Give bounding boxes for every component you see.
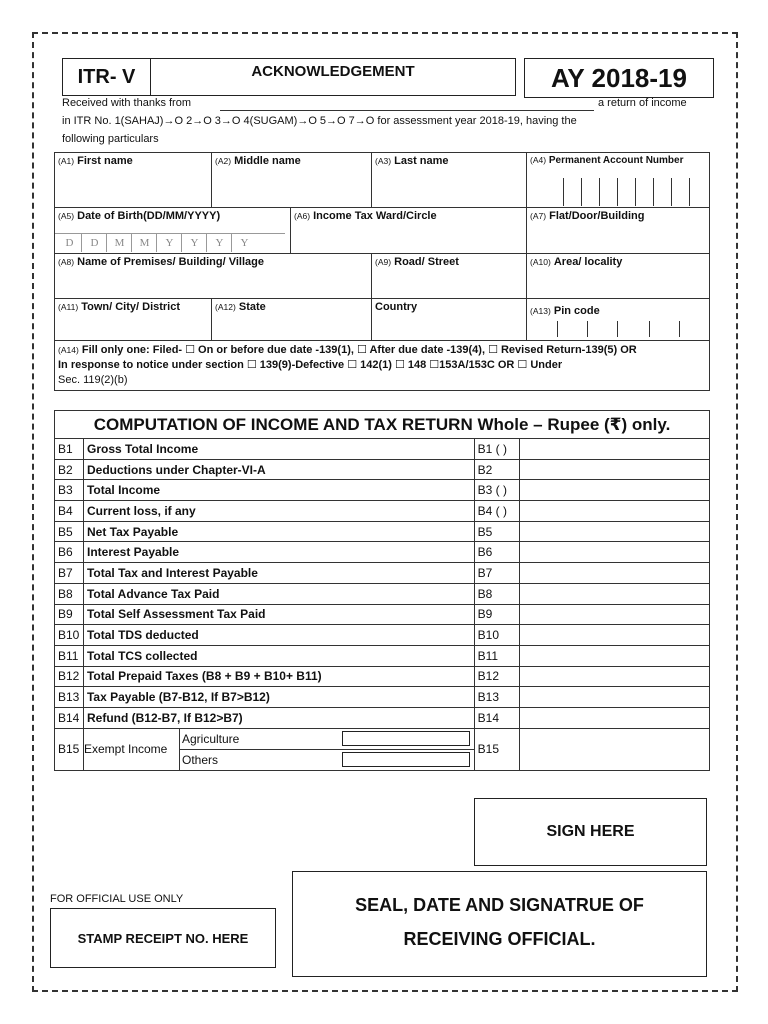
row-label: Total TDS deducted	[83, 625, 474, 646]
b15-label: Exempt Income	[83, 742, 168, 757]
table-row	[55, 645, 710, 666]
computation-title: COMPUTATION OF INCOME AND TAX RETURN Whole – Rupee (₹) only.	[54, 410, 710, 439]
row-code: B7	[55, 563, 84, 584]
road-street-label: Road/ Street	[394, 256, 459, 268]
filing-type-line2[interactable]: In response to notice under section ☐ 139(9)-Defective ☐ 142(1) ☐ 148 ☐153A/153C OR ☐ Under	[58, 359, 563, 371]
intro-itr-options: in ITR No. 1(SAHAJ)→O 2→O 3→O 4(SUGAM)→O 5→O 7→O for assessment year 2018-19, having the	[62, 115, 577, 127]
row-label: Total Self Assessment Tax Paid	[83, 604, 474, 625]
a11-prefix: (A11)	[58, 302, 79, 312]
dob-y3: Y	[208, 234, 232, 252]
a6-prefix: (A6)	[294, 211, 311, 221]
row-label: Interest Payable	[83, 542, 474, 563]
row-label: Total Advance Tax Paid	[83, 583, 474, 604]
row-label: Net Tax Payable	[83, 521, 474, 542]
a1-prefix: (A1)	[58, 156, 75, 166]
row-code: B5	[55, 521, 84, 542]
table-row	[55, 459, 710, 480]
form-name: ITR- V	[77, 65, 136, 88]
last-name-field[interactable]	[371, 152, 527, 208]
row-label: Total Prepaid Taxes (B8 + B9 + B10+ B11)	[83, 666, 474, 687]
title-box	[150, 58, 516, 96]
town-city-field[interactable]	[54, 298, 212, 341]
official-use-label: FOR OFFICIAL USE ONLY	[50, 893, 184, 905]
row-code: B4	[55, 501, 84, 522]
row-value[interactable]	[519, 521, 709, 542]
row-ref: B1 ( )	[474, 439, 519, 460]
row-label: Current loss, if any	[83, 501, 474, 522]
row-ref: B14	[474, 707, 519, 728]
row-label: Total Tax and Interest Payable	[83, 563, 474, 584]
seal-box[interactable]	[292, 871, 707, 977]
row-code: B14	[55, 707, 84, 728]
sign-here-box[interactable]	[474, 798, 707, 866]
table-row	[55, 563, 710, 584]
dob-y2: Y	[183, 234, 207, 252]
row-ref: B11	[474, 645, 519, 666]
row-label: Gross Total Income	[83, 439, 474, 460]
flat-door-label: Flat/Door/Building	[549, 210, 645, 222]
agriculture-label: Agriculture	[181, 731, 240, 746]
a2-prefix: (A2)	[215, 156, 232, 166]
dob-y4: Y	[240, 237, 249, 249]
ward-circle-label: Income Tax Ward/Circle	[313, 210, 437, 222]
last-name-label: Last name	[394, 155, 449, 167]
state-field[interactable]	[211, 298, 372, 341]
row-value[interactable]	[519, 459, 709, 480]
table-row	[55, 666, 710, 687]
table-row	[55, 604, 710, 625]
flat-door-field[interactable]	[526, 207, 710, 254]
state-label: State	[238, 301, 266, 313]
row-label: Total Income	[83, 480, 474, 501]
row-ref: B3 ( )	[474, 480, 519, 501]
middle-name-field[interactable]	[211, 152, 372, 208]
row-label: Deductions under Chapter-VI-A	[83, 459, 474, 480]
row-value[interactable]	[519, 439, 709, 460]
b15-ref: B15	[474, 728, 519, 770]
row-label: Tax Payable (B7-B12, If B7>B12)	[83, 687, 474, 708]
area-locality-label: Area/ locality	[553, 256, 623, 268]
form-title: ACKNOWLEDGEMENT	[251, 63, 415, 80]
row-code: B13	[55, 687, 84, 708]
table-row	[55, 542, 710, 563]
dob-label: Date of Birth(DD/MM/YYYY)	[77, 210, 221, 222]
b15-value[interactable]	[519, 728, 709, 770]
premises-label: Name of Premises/ Building/ Village	[77, 256, 264, 268]
pin-code-field[interactable]	[526, 298, 710, 341]
ward-circle-field[interactable]	[290, 207, 527, 254]
pan-ticks	[527, 153, 711, 209]
filing-type-line1[interactable]: Fill only one: Filed- ☐ On or before due date -139(1), ☐ After due date -139(4), ☐ Revised Return-139(5) OR	[81, 344, 637, 356]
a4-prefix: (A4)	[530, 155, 547, 165]
b15-code: B15	[55, 728, 84, 770]
a3-prefix: (A3)	[375, 156, 392, 166]
table-row	[55, 439, 710, 460]
ay-box	[524, 58, 714, 98]
filing-type-section	[54, 340, 710, 391]
a7-prefix: (A7)	[530, 211, 547, 221]
pan-field[interactable]	[526, 152, 710, 208]
others-label: Others	[181, 752, 218, 767]
b15-exempt-cell	[83, 728, 474, 770]
filing-type-line3: Sec. 119(2)(b)	[58, 374, 128, 386]
town-city-label: Town/ City/ District	[81, 301, 181, 313]
row-ref: B12	[474, 666, 519, 687]
assessment-year: AY 2018-19	[551, 62, 687, 93]
row-value[interactable]	[519, 645, 709, 666]
row-value[interactable]	[519, 604, 709, 625]
row-label: Refund (B12-B7, If B12>B7)	[83, 707, 474, 728]
row-ref: B5	[474, 521, 519, 542]
row-code: B9	[55, 604, 84, 625]
row-code: B12	[55, 666, 84, 687]
seal-line1: SEAL, DATE AND SIGNATRUE OF	[355, 895, 644, 915]
row-value[interactable]	[519, 563, 709, 584]
country-label: Country	[375, 301, 418, 313]
country-field[interactable]	[371, 298, 527, 341]
row-ref: B10	[474, 625, 519, 646]
row-code: B11	[55, 645, 84, 666]
row-ref: B4 ( )	[474, 501, 519, 522]
table-row	[55, 521, 710, 542]
intro-return: a return of income	[598, 97, 687, 109]
table-row	[55, 501, 710, 522]
stamp-receipt-label: STAMP RECEIPT NO. HERE	[77, 930, 249, 946]
row-ref: B6	[474, 542, 519, 563]
sign-here-label: SIGN HERE	[546, 823, 635, 840]
pin-code-label: Pin code	[553, 305, 600, 317]
pan-label: Permanent Account Number	[548, 155, 684, 166]
road-street-field[interactable]	[371, 253, 527, 299]
others-input[interactable]	[342, 752, 470, 767]
area-locality-field[interactable]	[526, 253, 710, 299]
table-row	[55, 583, 710, 604]
row-value[interactable]	[519, 707, 709, 728]
dob-d1: D	[58, 234, 82, 252]
table-row	[55, 480, 710, 501]
a8-prefix: (A8)	[58, 257, 75, 267]
received-from-line[interactable]	[220, 110, 594, 111]
computation-table	[54, 438, 710, 771]
dob-boxes	[55, 233, 285, 254]
row-value[interactable]	[519, 542, 709, 563]
row-code: B2	[55, 459, 84, 480]
row-ref: B7	[474, 563, 519, 584]
dob-m1: M	[108, 234, 132, 252]
a12-prefix: (A12)	[215, 302, 236, 312]
row-label: Total TCS collected	[83, 645, 474, 666]
row-value[interactable]	[519, 583, 709, 604]
intro-received: Received with thanks from	[62, 97, 191, 109]
first-name-label: First name	[77, 155, 133, 167]
row-code: B6	[55, 542, 84, 563]
stamp-receipt-box[interactable]	[50, 908, 276, 968]
row-value[interactable]	[519, 501, 709, 522]
a14-prefix: (A14)	[58, 345, 79, 355]
row-code: B3	[55, 480, 84, 501]
table-row	[55, 625, 710, 646]
a9-prefix: (A9)	[375, 257, 392, 267]
row-value[interactable]	[519, 687, 709, 708]
intro-following: following particulars	[62, 133, 159, 145]
form-name-box	[62, 58, 151, 96]
a5-prefix: (A5)	[58, 211, 75, 221]
row-code: B10	[55, 625, 84, 646]
row-ref: B8	[474, 583, 519, 604]
row-code: B1	[55, 439, 84, 460]
dob-y1: Y	[158, 234, 182, 252]
agriculture-input[interactable]	[342, 731, 470, 746]
a10-prefix: (A10)	[530, 257, 551, 267]
first-name-field[interactable]	[54, 152, 212, 208]
a13-prefix: (A13)	[530, 306, 551, 316]
row-ref: B13	[474, 687, 519, 708]
row-ref: B2	[474, 459, 519, 480]
premises-field[interactable]	[54, 253, 372, 299]
dob-d2: D	[83, 234, 107, 252]
table-row	[55, 687, 710, 708]
row-code: B8	[55, 583, 84, 604]
row-value[interactable]	[519, 666, 709, 687]
row-value[interactable]	[519, 625, 709, 646]
row-ref: B9	[474, 604, 519, 625]
dob-field[interactable]	[54, 207, 291, 254]
dob-m2: M	[133, 234, 157, 252]
table-row	[55, 707, 710, 728]
row-value[interactable]	[519, 480, 709, 501]
middle-name-label: Middle name	[234, 155, 301, 167]
seal-line2: RECEIVING OFFICIAL.	[403, 929, 596, 949]
